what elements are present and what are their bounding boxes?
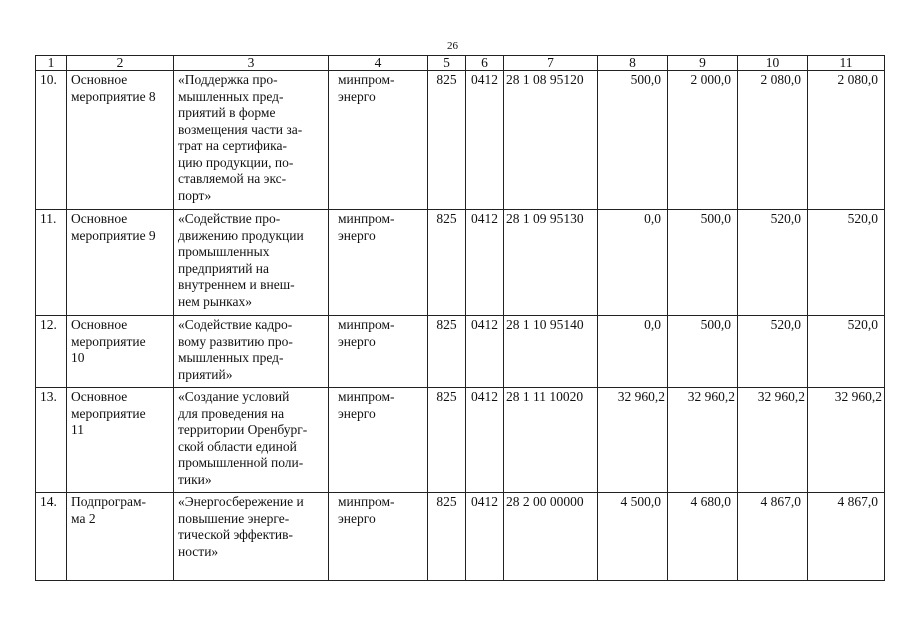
value-col-8: 500,0 [598, 71, 668, 210]
header-cell: 8 [598, 56, 668, 71]
budget-table [35, 55, 885, 581]
item-description: «Поддержка про- мышленных пред- приятий в форме возмещения части за- трат на сертифика- цию продукции, по- ставляемой на экс- порт» [174, 71, 329, 210]
executor: минпром- энерго [329, 71, 428, 210]
header-cell: 9 [668, 56, 738, 71]
item-description: «Содействие про- движению продукции промышленных предприятий на внутреннем и внеш- нем рынках» [174, 210, 329, 316]
header-cell: 5 [428, 56, 466, 71]
table-row [36, 493, 885, 581]
item-name: Основное мероприятие 10 [67, 316, 174, 388]
value-col-11: 520,0 [808, 316, 885, 388]
csr-code: 28 1 11 10020 [504, 388, 598, 493]
executor: минпром- энерго [329, 316, 428, 388]
table-row [36, 71, 885, 210]
grbs-code: 825 [428, 493, 466, 581]
value-col-11: 32 960,2 [808, 388, 885, 493]
item-name: Подпрограм- ма 2 [67, 493, 174, 581]
item-description: «Содействие кадро- вому развитию про- мышленных пред- приятий» [174, 316, 329, 388]
csr-code: 28 1 09 95130 [504, 210, 598, 316]
item-description: «Создание условий для проведения на территории Оренбург- ской области единой промышленной поли- тики» [174, 388, 329, 493]
value-col-8: 0,0 [598, 316, 668, 388]
header-cell: 6 [466, 56, 504, 71]
row-number: 13. [36, 388, 67, 493]
item-name: Основное мероприятие 8 [67, 71, 174, 210]
executor: минпром- энерго [329, 388, 428, 493]
csr-code: 28 1 10 95140 [504, 316, 598, 388]
table-row [36, 210, 885, 316]
value-col-9: 4 680,0 [668, 493, 738, 581]
value-col-10: 520,0 [738, 316, 808, 388]
csr-code: 28 1 08 95120 [504, 71, 598, 210]
grbs-code: 825 [428, 316, 466, 388]
item-name: Основное мероприятие 9 [67, 210, 174, 316]
value-col-9: 2 000,0 [668, 71, 738, 210]
grbs-code: 825 [428, 71, 466, 210]
header-cell: 10 [738, 56, 808, 71]
rzpr-code: 0412 [466, 388, 504, 493]
value-col-10: 2 080,0 [738, 71, 808, 210]
grbs-code: 825 [428, 210, 466, 316]
value-col-8: 0,0 [598, 210, 668, 316]
rzpr-code: 0412 [466, 493, 504, 581]
value-col-9: 500,0 [668, 210, 738, 316]
value-col-11: 520,0 [808, 210, 885, 316]
item-name: Основное мероприятие 11 [67, 388, 174, 493]
table-header-row [36, 56, 885, 71]
csr-code: 28 2 00 00000 [504, 493, 598, 581]
value-col-8: 32 960,2 [598, 388, 668, 493]
value-col-9: 500,0 [668, 316, 738, 388]
page-number: 26 [447, 40, 458, 52]
executor: минпром- энерго [329, 493, 428, 581]
header-cell: 7 [504, 56, 598, 71]
rzpr-code: 0412 [466, 71, 504, 210]
row-number: 11. [36, 210, 67, 316]
rzpr-code: 0412 [466, 210, 504, 316]
row-number: 10. [36, 71, 67, 210]
row-number: 14. [36, 493, 67, 581]
value-col-10: 520,0 [738, 210, 808, 316]
grbs-code: 825 [428, 388, 466, 493]
value-col-10: 4 867,0 [738, 493, 808, 581]
value-col-10: 32 960,2 [738, 388, 808, 493]
rzpr-code: 0412 [466, 316, 504, 388]
header-cell: 4 [329, 56, 428, 71]
header-cell: 11 [808, 56, 885, 71]
value-col-9: 32 960,2 [668, 388, 738, 493]
executor: минпром- энерго [329, 210, 428, 316]
value-col-11: 4 867,0 [808, 493, 885, 581]
table-row [36, 316, 885, 388]
row-number: 12. [36, 316, 67, 388]
header-cell: 3 [174, 56, 329, 71]
value-col-11: 2 080,0 [808, 71, 885, 210]
value-col-8: 4 500,0 [598, 493, 668, 581]
header-cell: 1 [36, 56, 67, 71]
item-description: «Энергосбережение и повышение энерге- тической эффектив- ности» [174, 493, 329, 581]
header-cell: 2 [67, 56, 174, 71]
table-row [36, 388, 885, 493]
